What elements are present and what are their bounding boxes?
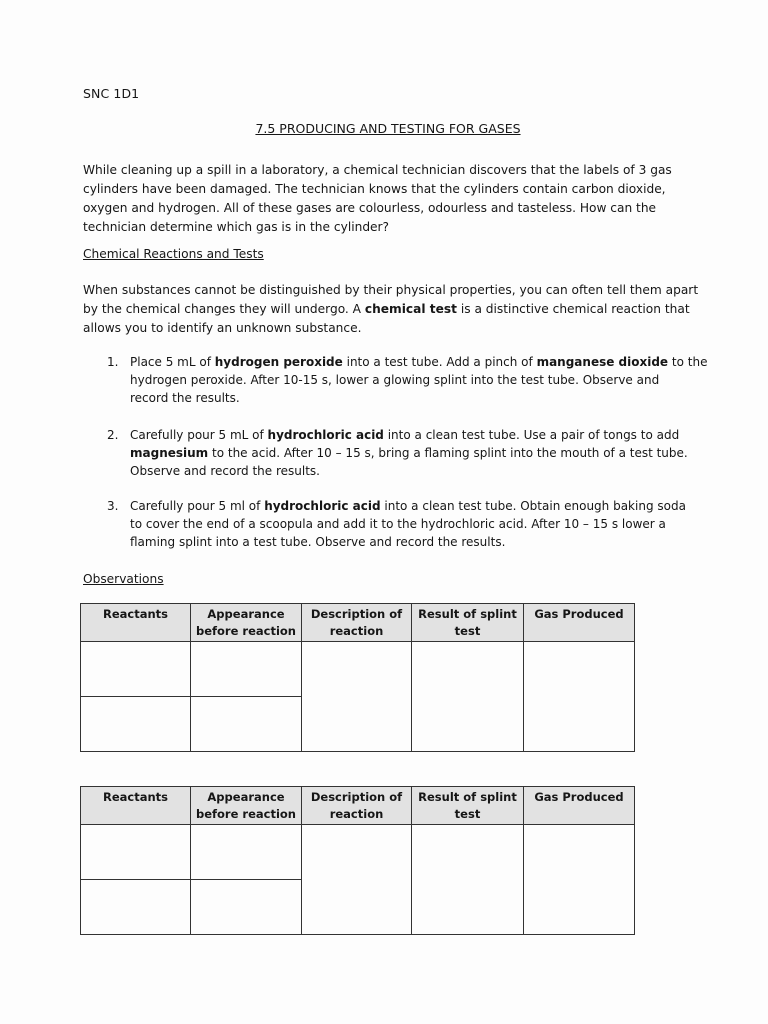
- step-line: magnesium to the acid. After 10 – 15 s, bring a flaming splint into the mouth of a test tube.: [130, 446, 688, 460]
- header-reactants: Reactants: [81, 787, 191, 825]
- table-cell: [191, 880, 302, 934]
- header-gas-produced: Gas Produced: [534, 607, 624, 621]
- section-line: allows you to identify an unknown substance.: [83, 321, 362, 335]
- step-line: Carefully pour 5 mL of hydrochloric acid into a clean test tube. Use a pair of tongs to add: [130, 428, 680, 442]
- section-line: by the chemical changes they will undergo. A chemical test is a distinctive chemical reaction that: [83, 302, 690, 316]
- step-line: Observe and record the results.: [130, 464, 320, 478]
- header-appearance: Appearance before reaction: [191, 604, 302, 642]
- observations-heading: Observations: [83, 572, 164, 586]
- step-line: flaming splint into a test tube. Observe and record the results.: [130, 535, 506, 549]
- header-reactants: Reactants: [81, 604, 191, 642]
- header-splint-result: Result of splint test: [412, 604, 524, 642]
- table-cell: [302, 642, 412, 751]
- header-gas-produced: Gas Produced: [534, 790, 624, 804]
- header-appearance: Appearance before reaction: [191, 787, 302, 825]
- table-cell: [412, 825, 524, 934]
- chemical-test-term: chemical test: [364, 302, 457, 316]
- step-line: to cover the end of a scoopula and add it to the hydrochloric acid. After 10 – 15 s lower a: [130, 517, 666, 531]
- step-line: Place 5 mL of hydrogen peroxide into a test tube. Add a pinch of manganese dioxide to the: [130, 355, 708, 369]
- course-code: SNC 1D1: [83, 86, 140, 101]
- observations-table-1: [80, 603, 635, 752]
- intro-line: oxygen and hydrogen. All of these gases are colourless, odourless and tasteless. How can the: [83, 201, 657, 215]
- page-title: 7.5 PRODUCING AND TESTING FOR GASES: [255, 121, 521, 136]
- section-heading: Chemical Reactions and Tests: [83, 247, 264, 261]
- table-cell: [191, 642, 302, 697]
- table-header-row: [81, 604, 634, 642]
- intro-line: cylinders have been damaged. The technician knows that the cylinders contain carbon dioxide,: [83, 182, 666, 196]
- table-cell: [302, 825, 412, 934]
- step-number: 1.: [107, 355, 119, 369]
- table-cell: [81, 880, 191, 934]
- header-splint-result: Result of splint test: [412, 787, 524, 825]
- observations-table-2: [80, 786, 635, 935]
- section-line: When substances cannot be distinguished by their physical properties, you can often tell them apart: [83, 283, 699, 297]
- table-header-row: [81, 787, 634, 825]
- table-cell: [191, 825, 302, 880]
- table-cell: [81, 825, 191, 880]
- table-cell: [81, 642, 191, 697]
- step-number: 2.: [107, 428, 119, 442]
- header-description: Description of reaction: [302, 787, 412, 825]
- table-cell: [191, 697, 302, 751]
- table-cell: [81, 697, 191, 751]
- header-description: Description of reaction: [302, 604, 412, 642]
- step-line: Carefully pour 5 ml of hydrochloric acid into a clean test tube. Obtain enough baking soda: [130, 499, 686, 513]
- step-line: hydrogen peroxide. After 10-15 s, lower a glowing splint into the test tube. Observe and: [130, 373, 660, 387]
- section-paragraph: [83, 281, 699, 338]
- table-cell: [412, 642, 524, 751]
- intro-line: technician determine which gas is in the cylinder?: [83, 220, 390, 234]
- step-number: 3.: [107, 499, 119, 513]
- intro-paragraph: [83, 161, 683, 237]
- intro-line: While cleaning up a spill in a laboratory, a chemical technician discovers that the labels of 3 gas: [83, 163, 672, 177]
- step-line: record the results.: [130, 391, 240, 405]
